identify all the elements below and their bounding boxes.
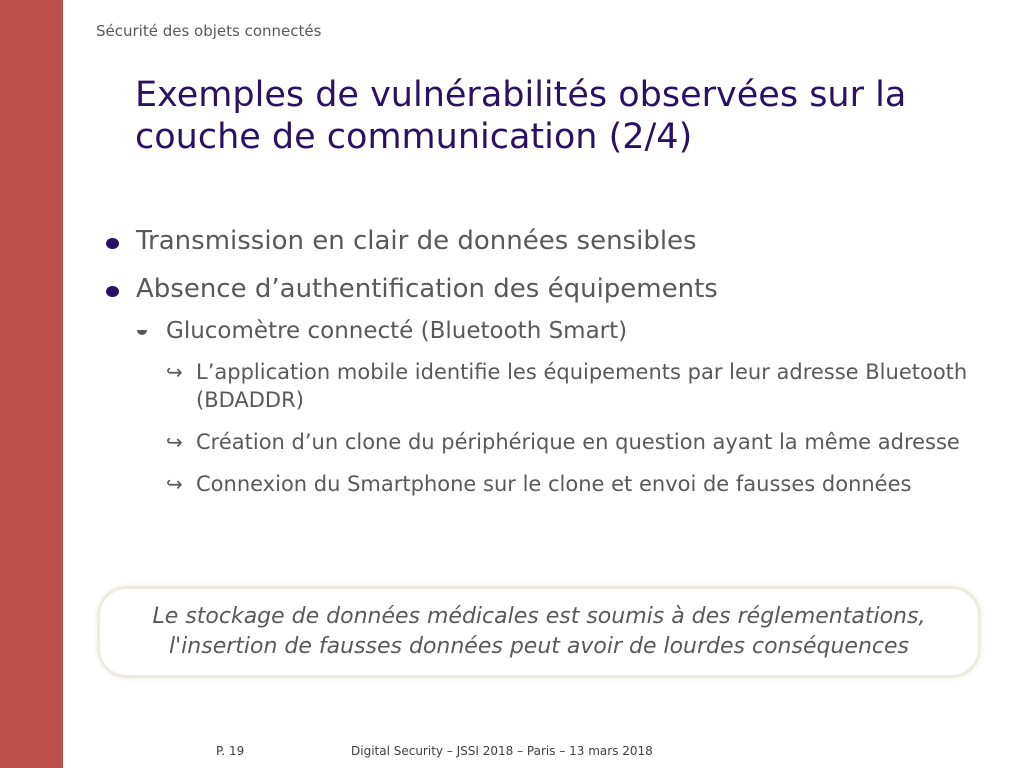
hook-arrow-icon: ↪ xyxy=(166,472,183,496)
detail-point-text: L’application mobile identifie les équipements par leur adresse Bluetooth (BDADDR) xyxy=(196,360,968,412)
page-number: P. 19 xyxy=(216,744,245,758)
detail-point-text: Création d’un clone du périphérique en question ayant la même adresse xyxy=(196,430,960,454)
sub-bullet-item xyxy=(100,316,1000,346)
section-header: Sécurité des objets connectés xyxy=(96,22,322,40)
filled-circle-bullet-icon xyxy=(106,286,119,297)
detail-point xyxy=(100,470,976,498)
slide-title: Exemples de vulnérabilités observées sur la couche de communication (2/4) xyxy=(135,75,907,157)
bullet-text: Transmission en clair de données sensibles xyxy=(136,226,697,256)
hook-arrow-icon: ↪ xyxy=(166,430,183,454)
bullet-item xyxy=(100,272,1000,306)
callout-box xyxy=(97,586,981,678)
detail-point xyxy=(100,428,976,456)
callout-text-line: l'insertion de fausses données peut avoir de lourdes conséquences xyxy=(169,634,909,659)
detail-point-text: Connexion du Smartphone sur le clone et envoi de fausses données xyxy=(196,472,912,496)
slide-content xyxy=(100,224,1000,512)
accent-side-bar xyxy=(0,0,63,768)
sub-bullet-text: Glucomètre connecté (Bluetooth Smart) xyxy=(166,318,628,344)
bullet-text: Absence d’authentification des équipements xyxy=(136,274,718,304)
curved-dash-bullet-icon xyxy=(137,330,147,335)
bullet-item xyxy=(100,224,1000,258)
filled-circle-bullet-icon xyxy=(106,238,119,249)
hook-arrow-icon: ↪ xyxy=(166,360,183,384)
footer-text: Digital Security – JSSI 2018 – Paris – 13 mars 2018 xyxy=(351,744,653,758)
detail-point xyxy=(100,358,976,414)
callout-text-line: Le stockage de données médicales est soumis à des réglementations, xyxy=(152,604,926,629)
